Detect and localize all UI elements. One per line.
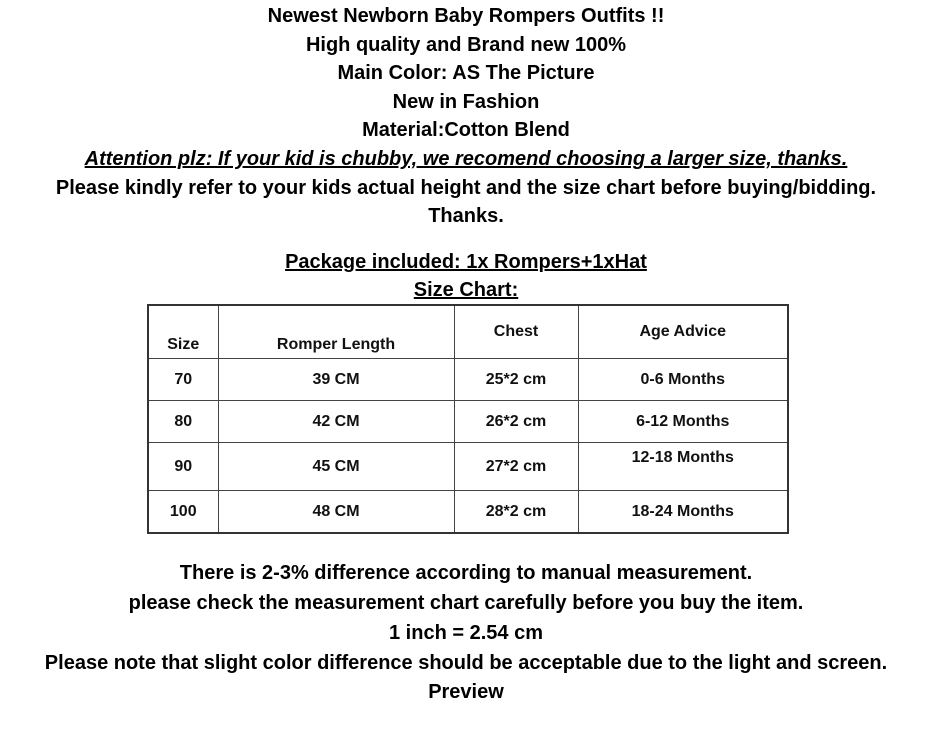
cell-size: 70: [148, 359, 218, 401]
header-romper-length: Romper Length: [218, 305, 454, 359]
cell-age-advice: 18-24 Months: [578, 491, 788, 534]
cell-chest: 26*2 cm: [454, 401, 578, 443]
check-chart-note: please check the measurement chart carefully before you buy the item.: [128, 592, 804, 614]
cell-romper-length: 42 CM: [218, 401, 454, 443]
cell-size: 90: [148, 443, 218, 491]
cell-chest: 27*2 cm: [454, 443, 578, 491]
cell-chest: 28*2 cm: [454, 491, 578, 534]
cell-size: 100: [148, 491, 218, 534]
cell-age-advice: 12-18 Months: [578, 443, 788, 491]
cell-romper-length: 45 CM: [218, 443, 454, 491]
table-row: [148, 491, 788, 534]
header-age-advice: Age Advice: [578, 305, 788, 359]
header-chest: Chest: [454, 305, 578, 359]
table-row: [148, 443, 788, 491]
attention-note: Attention plz: If your kid is chubby, we recomend choosing a larger size, thanks.: [84, 148, 848, 170]
product-title: Newest Newborn Baby Rompers Outfits !!: [267, 5, 665, 27]
quality-line: High quality and Brand new 100%: [305, 34, 627, 56]
thanks-line: Thanks.: [428, 205, 504, 227]
fashion-line: New in Fashion: [392, 91, 540, 113]
cell-size: 80: [148, 401, 218, 443]
color-difference-note: Please note that slight color difference should be acceptable due to the light and screen.: [44, 652, 888, 674]
inch-conversion: 1 inch = 2.54 cm: [389, 622, 543, 644]
cell-romper-length: 48 CM: [218, 491, 454, 534]
package-included: Package included: 1x Rompers+1xHat: [285, 251, 647, 273]
preview-label: Preview: [428, 681, 504, 703]
header-size: Size: [148, 305, 218, 359]
main-color-line: Main Color: AS The Picture: [337, 62, 595, 84]
material-line: Material:Cotton Blend: [362, 119, 570, 141]
measurement-difference-note: There is 2-3% difference according to manual measurement.: [179, 562, 753, 584]
size-chart-table: [147, 304, 789, 534]
table-header-row: [148, 305, 788, 359]
size-chart-title: Size Chart:: [413, 279, 519, 301]
cell-age-advice: 6-12 Months: [578, 401, 788, 443]
cell-age-advice: 0-6 Months: [578, 359, 788, 401]
cell-romper-length: 39 CM: [218, 359, 454, 401]
cell-chest: 25*2 cm: [454, 359, 578, 401]
table-row: [148, 401, 788, 443]
table-row: [148, 359, 788, 401]
refer-note: Please kindly refer to your kids actual height and the size chart before buying/bidding.: [55, 177, 877, 199]
